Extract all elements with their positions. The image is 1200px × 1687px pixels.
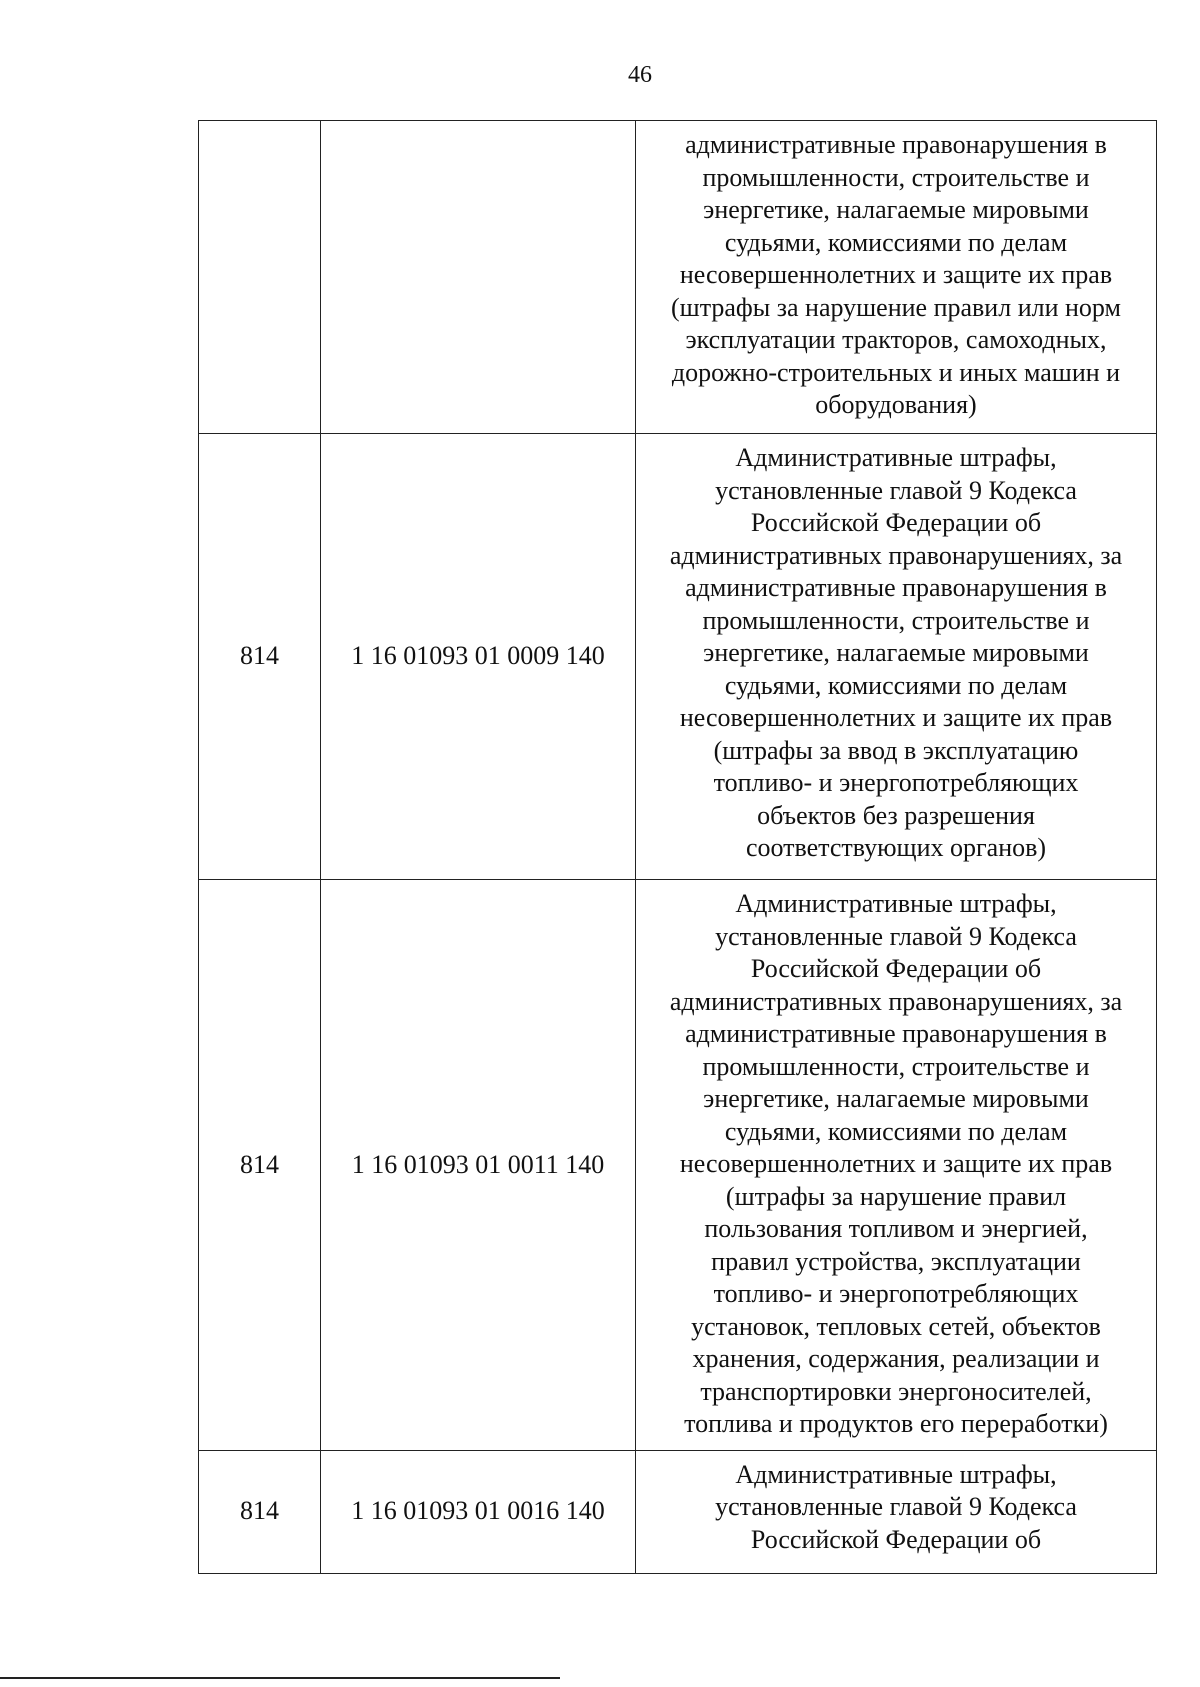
admin-code-cell: 814 [199, 880, 321, 1451]
budget-code-cell: 1 16 01093 01 0009 140 [321, 434, 636, 880]
table-row [199, 1450, 1157, 1573]
admin-code-cell: 814 [199, 434, 321, 880]
admin-code-cell [199, 121, 321, 434]
footer-rule [0, 1677, 560, 1679]
table-row [199, 121, 1157, 434]
table-row [199, 434, 1157, 880]
budget-code-cell [321, 121, 636, 434]
description-cell [636, 121, 1157, 434]
description-text: административные правонарушения в промышленности, строительстве и энергетике, налагаемые мировыми судьями, комиссиями по делам несовершеннолетних и защите их прав (штрафы за нарушение правил или норм эксплуатации тракторов, самоходных, дорожно-строительных и иных машин и оборудования) [671, 130, 1121, 419]
table-row [199, 880, 1157, 1451]
description-text: Административные штрафы, установленные главой 9 Кодекса Российской Федерации об [715, 1459, 1077, 1554]
budget-codes-table [198, 120, 1157, 1574]
admin-code-cell: 814 [199, 1450, 321, 1573]
page-number: 46 [628, 62, 652, 88]
description-text: Административные штрафы, установленные главой 9 Кодекса Российской Федерации об административных правонарушениях, за административные правонарушения в промышленности, строительстве и энергетике, налагаемые мировыми судьями, комиссиями по делам несовершеннолетних и защите их прав (штрафы за ввод в эксплуатацию топливо- и энергопотребляющих объектов без разрешения соответствующих органов) [669, 443, 1123, 862]
description-text: Административные штрафы, установленные главой 9 Кодекса Российской Федерации об административных правонарушениях, за административные правонарушения в промышленности, строительстве и энергетике, налагаемые мировыми судьями, комиссиями по делам несовершеннолетних и защите их прав (штрафы за нарушение правил пользования топливом и энергией, правил устройства, эксплуатации топливо- и энергопотребляющих установок, тепловых сетей, объектов хранения, содержания, реализации и транспортировки энергоносителей, топлива и продуктов его переработки) [669, 889, 1123, 1438]
description-cell [636, 880, 1157, 1451]
description-cell [636, 434, 1157, 880]
budget-code-cell: 1 16 01093 01 0011 140 [321, 880, 636, 1451]
budget-code-cell: 1 16 01093 01 0016 140 [321, 1450, 636, 1573]
description-cell [636, 1450, 1157, 1573]
